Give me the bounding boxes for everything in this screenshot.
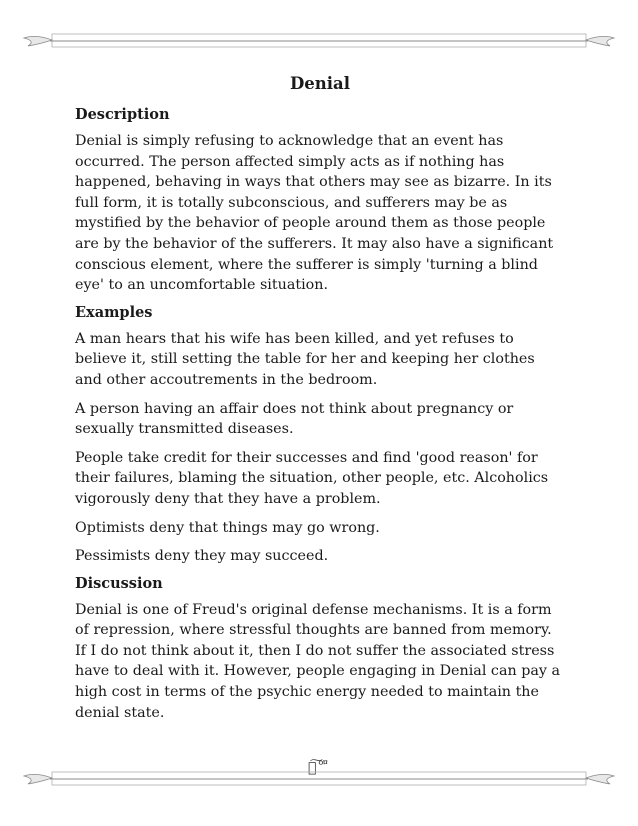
example-paragraph-3: People take credit for their successes and find 'good reason' for their failures, blaming the situation, other people, etc. Alcoholics vigorously deny that they have a problem. xyxy=(75,449,549,507)
section-heading-examples: Examples xyxy=(75,303,153,321)
page-title: Denial xyxy=(289,74,351,93)
bottom-scroll-border xyxy=(22,768,616,790)
example-paragraph-1: A man hears that his wife has been killed, and yet refuses to believe it, still setting the table for her and keeping her clothes and other accoutrements in the bedroom. xyxy=(75,330,535,388)
footer-ornament: ᅃ͠ᅃ xyxy=(308,760,330,776)
description-paragraph: Denial is simply refusing to acknowledge that an event has occurred. The person affected simply acts as if nothing has happened, behaving in ways that others may see as bizarre. In its full form, it is totally subconscious, and sufferers may be as mystified by the behavior of people around them as those people are by the behavior of the sufferers. It may also have a significant conscious element, where the sufferer is simply 'turning a blind eye' to an uncomfortable situation. xyxy=(75,133,554,294)
section-heading-discussion: Discussion xyxy=(75,574,163,592)
section-heading-description: Description xyxy=(75,106,170,123)
example-paragraph-5: Pessimists deny they may succeed. xyxy=(75,548,329,565)
top-scroll-border xyxy=(22,30,616,52)
example-paragraph-2: A person having an affair does not think about pregnancy or sexually transmitted diseases. xyxy=(75,400,514,438)
document-body xyxy=(75,74,565,731)
discussion-paragraph: Denial is one of Freud's original defense mechanisms. It is a form of repression, where stressful thoughts are banned from memory. If I do not think about it, then I do not suffer the associated stress have to deal with it. However, people engaging in Denial can pay a high cost in terms of the psychic energy needed to maintain the denial state. xyxy=(75,601,561,721)
example-paragraph-4: Optimists deny that things may go wrong. xyxy=(75,519,380,536)
